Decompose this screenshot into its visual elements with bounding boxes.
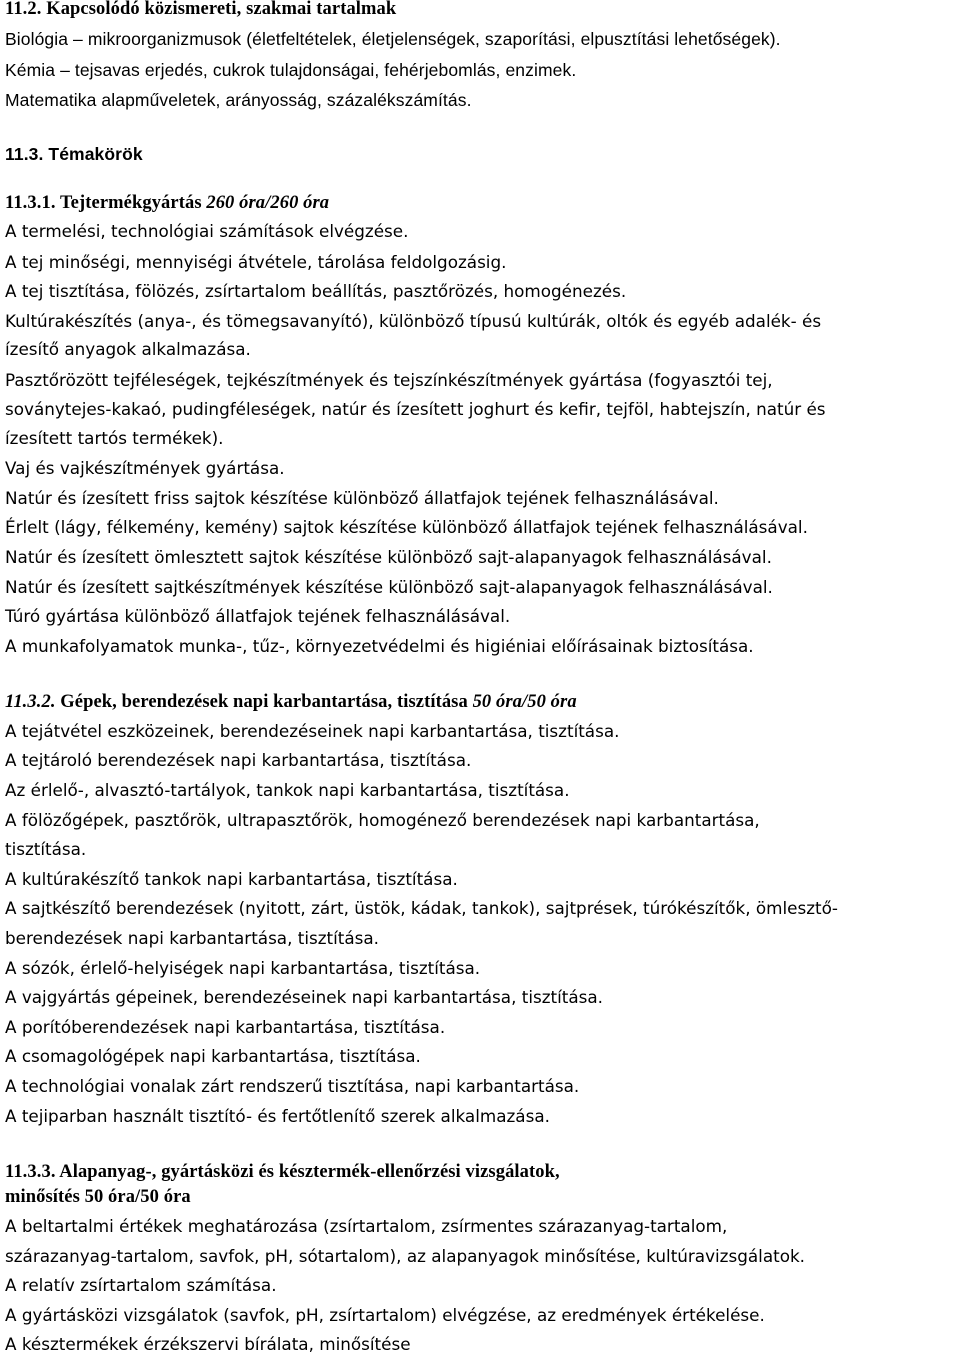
text-line: Kémia – tejsavas erjedés, cukrok tulajdonságai, fehérjebomlás, enzimek. [5, 60, 577, 80]
text-line: A tej minőségi, mennyiségi átvétele, tárolása feldolgozásig. [5, 252, 507, 272]
text-line: Az érlelő-, alvasztó-tartályok, tankok napi karbantartása, tisztítása. [5, 780, 570, 800]
section-heading-11-3-3-cont: minősítés 50 óra/50 óra [5, 1187, 191, 1207]
text-line: A beltartalmi értékek meghatározása (zsírtartalom, zsírmentes szárazanyag-tartalom, [5, 1216, 728, 1236]
text-line: Túró gyártása különböző állatfajok tejének felhasználásával. [5, 606, 511, 626]
text-line: A relatív zsírtartalom számítása. [5, 1275, 277, 1295]
heading-hours: 50 óra/50 óra [472, 692, 577, 712]
text-line: A vajgyártás gépeinek, berendezéseinek napi karbantartása, tisztítása. [5, 987, 604, 1007]
text-line: Vaj és vajkészítmények gyártása. [5, 458, 285, 478]
text-line: A fölözőgépek, pasztőrök, ultrapasztőrök, homogénező berendezések napi karbantartása, [5, 810, 760, 830]
text-line: A gyártásközi vizsgálatok (savfok, pH, zsírtartalom) elvégzése, az eredmények értékelése. [5, 1305, 765, 1325]
heading-hours: 260 óra/260 óra [206, 193, 330, 213]
text-line: Natúr és ízesített friss sajtok készítése különböző állatfajok tejének felhasználásával. [5, 488, 719, 508]
section-heading-11-2: 11.2. Kapcsolódó közismereti, szakmai tartalmak [5, 0, 397, 19]
text-line: Pasztőrözött tejféleségek, tejkészítmények és tejszínkészítmények gyártása (fogyasztói tej, [5, 370, 773, 390]
text-line: A technológiai vonalak zárt rendszerű tisztítása, napi karbantartása. [5, 1076, 580, 1096]
text-line: A munkafolyamatok munka-, tűz-, környezetvédelmi és higiéniai előírásainak biztosítása. [5, 636, 754, 656]
heading-number-title: 11.3.1. Tejtermékgyártás [5, 193, 202, 213]
text-line: Kultúrakészítés (anya-, és tömegsavanyító), különböző típusú kultúrák, oltók és egyéb adalék- és [5, 311, 822, 331]
heading-title: Gépek, berendezések napi karbantartása, tisztítása [60, 692, 468, 712]
text-line: A tejtároló berendezések napi karbantartása, tisztítása. [5, 750, 472, 770]
text-line: ízesített tartós termékek). [5, 428, 224, 448]
section-heading-11-3-1 [5, 191, 329, 215]
text-line: A termelési, technológiai számítások elvégzése. [5, 221, 409, 241]
text-line: Natúr és ízesített sajtkészítmények készítése különböző sajt-alapanyagok felhasználásával. [5, 577, 773, 597]
text-line: A tejátvétel eszközeinek, berendezéseinek napi karbantartása, tisztítása. [5, 721, 620, 741]
section-heading-11-3: 11.3. Témakörök [5, 144, 143, 164]
text-line: ízesítő anyagok alkalmazása. [5, 339, 251, 359]
section-heading-11-3-2 [5, 690, 577, 714]
text-line: Biológia – mikroorganizmusok (életfeltételek, életjelenségek, szaporítási, elpusztítási lehetőségek). [5, 29, 781, 49]
text-line: A csomagológépek napi karbantartása, tisztítása. [5, 1046, 421, 1066]
heading-number: 11.3.2. [5, 692, 56, 712]
text-line: A késztermékek érzékszervi bírálata, minősítése [5, 1334, 411, 1354]
section-heading-11-3-3: 11.3.3. Alapanyag-, gyártásközi és késztermék-ellenőrzési vizsgálatok, [5, 1162, 560, 1182]
text-line: A sózók, érlelő-helyiségek napi karbantartása, tisztítása. [5, 958, 481, 978]
text-line: szárazanyag-tartalom, savfok, pH, sótartalom), az alapanyagok minősítése, kultúravizsgálatok. [5, 1246, 806, 1266]
text-line: A tejiparban használt tisztító- és fertőtlenítő szerek alkalmazása. [5, 1106, 550, 1126]
text-line: A sajtkészítő berendezések (nyitott, zárt, üstök, kádak, tankok), sajtprések, túrókészítők, ömlesztő- [5, 898, 838, 918]
text-line: A porítóberendezések napi karbantartása, tisztítása. [5, 1017, 446, 1037]
text-line: tisztítása. [5, 839, 87, 859]
text-line: berendezések napi karbantartása, tisztítása. [5, 928, 380, 948]
text-line: A tej tisztítása, fölözés, zsírtartalom beállítás, pasztőrözés, homogénezés. [5, 281, 627, 301]
text-line: Natúr és ízesített ömlesztett sajtok készítése különböző sajt-alapanyagok felhasználásával. [5, 547, 772, 567]
text-line: soványtejes-kakaó, pudingféleségek, natúr és ízesített joghurt és kefir, tejföl, habtejszín, natúr és [5, 399, 826, 419]
text-line: A kultúrakészítő tankok napi karbantartása, tisztítása. [5, 869, 458, 889]
text-line: Matematika alapműveletek, arányosság, százalékszámítás. [5, 90, 472, 110]
text-line: Érlelt (lágy, félkemény, kemény) sajtok készítése különböző állatfajok tejének felhasználásával. [5, 517, 808, 537]
